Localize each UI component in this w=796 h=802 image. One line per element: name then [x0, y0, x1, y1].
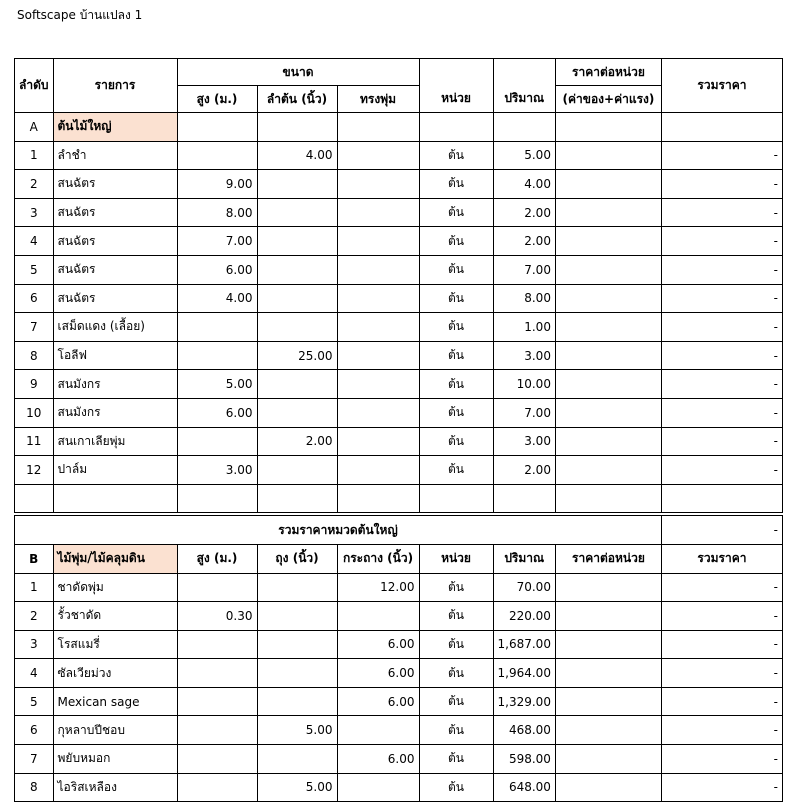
section-a-name: ต้นไม้ใหญ่ [53, 113, 177, 142]
header-row-1 [15, 59, 783, 86]
price-value [555, 170, 661, 199]
qty-value: 468.00 [493, 716, 555, 745]
pot-value: 6.00 [337, 630, 419, 659]
total-value: - [661, 255, 782, 284]
item-name: ไอริสเหลือง [53, 773, 177, 802]
qty-value: 3.00 [493, 427, 555, 456]
price-value [555, 427, 661, 456]
trunk-value [257, 456, 337, 485]
table-row [15, 313, 783, 342]
header-height: สูง (ม.) [177, 86, 257, 113]
unit-value: ต้น [419, 456, 493, 485]
total-value: - [661, 398, 782, 427]
trunk-value [257, 170, 337, 199]
unit-value: ต้น [419, 170, 493, 199]
table-row [15, 284, 783, 313]
qty-value: 7.00 [493, 398, 555, 427]
pot-value [337, 716, 419, 745]
empty-cell [555, 484, 661, 513]
bag-value [257, 745, 337, 774]
section-b-pot: กระถาง (นิ้ว) [337, 544, 419, 573]
header-total: รวมราคา [661, 59, 782, 113]
total-value: - [661, 602, 782, 631]
row-number: 10 [15, 398, 54, 427]
table-row [15, 398, 783, 427]
unit-value: ต้น [419, 141, 493, 170]
price-value [555, 255, 661, 284]
row-number: 3 [15, 630, 54, 659]
price-value [555, 398, 661, 427]
header-qty: ปริมาณ [493, 59, 555, 113]
unit-value: ต้น [419, 659, 493, 688]
height-value: 7.00 [177, 227, 257, 256]
item-name: สนฉัตร [53, 284, 177, 313]
empty-row [15, 484, 783, 513]
height-value: 5.00 [177, 370, 257, 399]
qty-value: 2.00 [493, 456, 555, 485]
row-number: 5 [15, 255, 54, 284]
price-value [555, 659, 661, 688]
header-price-top: ราคาต่อหน่วย [555, 59, 661, 86]
item-name: เสม็ดแดง (เลื้อย) [53, 313, 177, 342]
price-value [555, 141, 661, 170]
subtotal-label: รวมราคาหมวดต้นใหญ่ [15, 516, 662, 545]
price-value [555, 227, 661, 256]
table-row [15, 198, 783, 227]
qty-value: 1,687.00 [493, 630, 555, 659]
header-price-bottom: (ค่าของ+ค่าแรง) [555, 86, 661, 113]
pot-value: 6.00 [337, 745, 419, 774]
item-name: รั้วชาดัด [53, 602, 177, 631]
table-row [15, 659, 783, 688]
unit-value: ต้น [419, 716, 493, 745]
header-item: รายการ [53, 59, 177, 113]
total-value: - [661, 141, 782, 170]
canopy-value [337, 170, 419, 199]
empty-cell [177, 484, 257, 513]
price-value [555, 573, 661, 602]
header-size-group: ขนาด [177, 59, 419, 86]
height-value [177, 573, 257, 602]
section-a-row [15, 113, 783, 142]
empty-cell [15, 484, 54, 513]
row-number: 11 [15, 427, 54, 456]
document-title: Softscape บ้านแปลง 1 [17, 8, 143, 22]
trunk-value [257, 284, 337, 313]
item-name: สนฉัตร [53, 255, 177, 284]
row-number: 7 [15, 745, 54, 774]
empty-cell [53, 484, 177, 513]
price-value [555, 198, 661, 227]
price-value [555, 630, 661, 659]
price-value [555, 284, 661, 313]
total-value: - [661, 630, 782, 659]
trunk-value [257, 370, 337, 399]
unit-value: ต้น [419, 370, 493, 399]
section-b-unit: หน่วย [419, 544, 493, 573]
unit-value: ต้น [419, 255, 493, 284]
table-row [15, 141, 783, 170]
row-number: 6 [15, 284, 54, 313]
item-name: สนฉัตร [53, 170, 177, 199]
row-number: 8 [15, 773, 54, 802]
item-name: Mexican sage [53, 687, 177, 716]
row-number: 2 [15, 602, 54, 631]
height-value [177, 716, 257, 745]
section-b-height: สูง (ม.) [177, 544, 257, 573]
empty-cell [661, 484, 782, 513]
height-value: 6.00 [177, 255, 257, 284]
section-b-bag: ถุง (นิ้ว) [257, 544, 337, 573]
qty-value: 2.00 [493, 227, 555, 256]
price-value [555, 370, 661, 399]
bag-value [257, 630, 337, 659]
subtotal-value: - [661, 516, 782, 545]
row-number: 1 [15, 141, 54, 170]
table-row [15, 687, 783, 716]
item-name: พยับหมอก [53, 745, 177, 774]
height-value: 6.00 [177, 398, 257, 427]
header-seq: ลำดับ [15, 59, 54, 113]
height-value: 0.30 [177, 602, 257, 631]
total-value: - [661, 716, 782, 745]
item-name: สนมังกร [53, 370, 177, 399]
section-a-code: A [15, 113, 54, 142]
height-value: 8.00 [177, 198, 257, 227]
table-row [15, 427, 783, 456]
total-value: - [661, 456, 782, 485]
total-value: - [661, 284, 782, 313]
canopy-value [337, 313, 419, 342]
table-row [15, 227, 783, 256]
height-value [177, 341, 257, 370]
pot-value [337, 602, 419, 631]
qty-value: 2.00 [493, 198, 555, 227]
trunk-value [257, 398, 337, 427]
price-value [555, 313, 661, 342]
price-value [555, 745, 661, 774]
price-value [555, 716, 661, 745]
row-number: 6 [15, 716, 54, 745]
bag-value [257, 573, 337, 602]
unit-value: ต้น [419, 630, 493, 659]
total-value: - [661, 341, 782, 370]
qty-value: 220.00 [493, 602, 555, 631]
section-b-total: รวมราคา [661, 544, 782, 573]
table-row [15, 370, 783, 399]
total-value: - [661, 227, 782, 256]
unit-value: ต้น [419, 313, 493, 342]
table-row [15, 745, 783, 774]
unit-value: ต้น [419, 227, 493, 256]
total-value: - [661, 313, 782, 342]
canopy-value [337, 227, 419, 256]
total-value: - [661, 198, 782, 227]
section-b-code: B [15, 544, 54, 573]
row-number: 1 [15, 573, 54, 602]
item-name: กุหลาบปีชอบ [53, 716, 177, 745]
item-name: ซัลเวียม่วง [53, 659, 177, 688]
item-name: ลำชำ [53, 141, 177, 170]
price-value [555, 602, 661, 631]
qty-value: 4.00 [493, 170, 555, 199]
canopy-value [337, 370, 419, 399]
pot-value: 6.00 [337, 659, 419, 688]
qty-value: 598.00 [493, 745, 555, 774]
canopy-value [337, 198, 419, 227]
height-value [177, 313, 257, 342]
height-value [177, 687, 257, 716]
row-number: 2 [15, 170, 54, 199]
price-value [555, 456, 661, 485]
table-row [15, 602, 783, 631]
row-number: 3 [15, 198, 54, 227]
row-number: 12 [15, 456, 54, 485]
qty-value: 5.00 [493, 141, 555, 170]
price-value [555, 773, 661, 802]
header-unit: หน่วย [419, 59, 493, 113]
row-number: 5 [15, 687, 54, 716]
unit-value: ต้น [419, 687, 493, 716]
qty-value: 1,329.00 [493, 687, 555, 716]
unit-value: ต้น [419, 341, 493, 370]
header-trunk: ลำต้น (นิ้ว) [257, 86, 337, 113]
item-name: สนฉัตร [53, 227, 177, 256]
pot-value [337, 773, 419, 802]
total-value: - [661, 687, 782, 716]
bag-value [257, 659, 337, 688]
bag-value: 5.00 [257, 773, 337, 802]
height-value [177, 659, 257, 688]
total-value: - [661, 427, 782, 456]
row-number: 9 [15, 370, 54, 399]
trunk-value: 2.00 [257, 427, 337, 456]
height-value [177, 745, 257, 774]
canopy-value [337, 255, 419, 284]
unit-value: ต้น [419, 398, 493, 427]
qty-value: 1,964.00 [493, 659, 555, 688]
qty-value: 648.00 [493, 773, 555, 802]
height-value [177, 630, 257, 659]
price-value [555, 687, 661, 716]
bag-value [257, 602, 337, 631]
canopy-value [337, 427, 419, 456]
section-b-name: ไม้พุ่ม/ไม้คลุมดิน [53, 544, 177, 573]
row-number: 7 [15, 313, 54, 342]
total-value: - [661, 370, 782, 399]
item-name: โอลีฟ [53, 341, 177, 370]
unit-value: ต้น [419, 427, 493, 456]
unit-value: ต้น [419, 602, 493, 631]
empty-cell [419, 484, 493, 513]
table-row [15, 456, 783, 485]
empty-cell [257, 484, 337, 513]
unit-value: ต้น [419, 198, 493, 227]
row-number: 4 [15, 659, 54, 688]
canopy-value [337, 284, 419, 313]
qty-value: 3.00 [493, 341, 555, 370]
height-value [177, 427, 257, 456]
total-value: - [661, 773, 782, 802]
table-row [15, 255, 783, 284]
canopy-value [337, 456, 419, 485]
qty-value: 7.00 [493, 255, 555, 284]
section-b-price: ราคาต่อหน่วย [555, 544, 661, 573]
trunk-value: 4.00 [257, 141, 337, 170]
height-value: 4.00 [177, 284, 257, 313]
empty-cell [493, 484, 555, 513]
height-value [177, 773, 257, 802]
qty-value: 10.00 [493, 370, 555, 399]
item-name: สนฉัตร [53, 198, 177, 227]
item-name: โรสแมรี่ [53, 630, 177, 659]
row-number: 4 [15, 227, 54, 256]
table-row [15, 341, 783, 370]
item-name: สนมังกร [53, 398, 177, 427]
price-value [555, 341, 661, 370]
table-row [15, 773, 783, 802]
empty-cell [337, 484, 419, 513]
bag-value: 5.00 [257, 716, 337, 745]
unit-value: ต้น [419, 745, 493, 774]
qty-value: 70.00 [493, 573, 555, 602]
unit-value: ต้น [419, 773, 493, 802]
trunk-value [257, 198, 337, 227]
boq-table [14, 58, 783, 802]
height-value: 9.00 [177, 170, 257, 199]
item-name: ปาล์ม [53, 456, 177, 485]
header-canopy: ทรงพุ่ม [337, 86, 419, 113]
subtotal-row [15, 516, 783, 545]
qty-value: 1.00 [493, 313, 555, 342]
total-value: - [661, 745, 782, 774]
canopy-value [337, 341, 419, 370]
pot-value: 6.00 [337, 687, 419, 716]
table-row [15, 716, 783, 745]
trunk-value: 25.00 [257, 341, 337, 370]
total-value: - [661, 170, 782, 199]
bag-value [257, 687, 337, 716]
height-value: 3.00 [177, 456, 257, 485]
trunk-value [257, 255, 337, 284]
item-name: สนเกาเลียพุ่ม [53, 427, 177, 456]
total-value: - [661, 659, 782, 688]
canopy-value [337, 141, 419, 170]
table-row [15, 170, 783, 199]
canopy-value [337, 398, 419, 427]
unit-value: ต้น [419, 284, 493, 313]
unit-value: ต้น [419, 573, 493, 602]
section-b-row [15, 544, 783, 573]
trunk-value [257, 227, 337, 256]
pot-value: 12.00 [337, 573, 419, 602]
trunk-value [257, 313, 337, 342]
qty-value: 8.00 [493, 284, 555, 313]
table-row [15, 573, 783, 602]
height-value [177, 141, 257, 170]
section-b-qty: ปริมาณ [493, 544, 555, 573]
item-name: ชาดัดพุ่ม [53, 573, 177, 602]
row-number: 8 [15, 341, 54, 370]
total-value: - [661, 573, 782, 602]
table-row [15, 630, 783, 659]
